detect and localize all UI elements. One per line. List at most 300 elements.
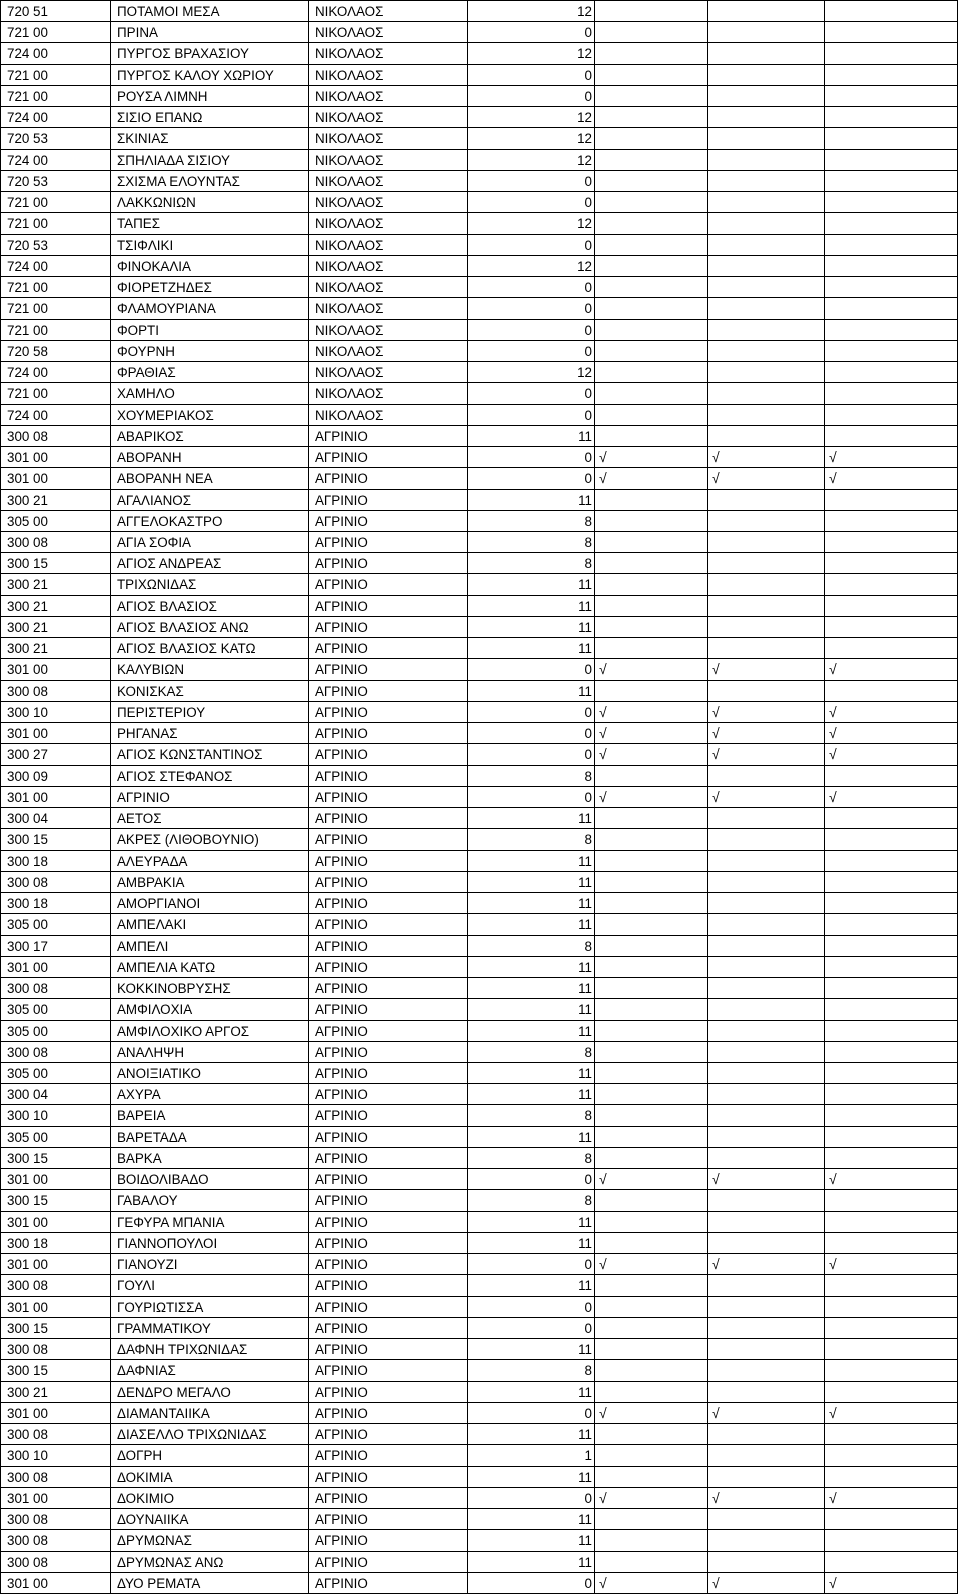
postal-code-cell: 300 08	[1, 1275, 111, 1297]
value-cell: 11	[468, 681, 595, 702]
check-cell-1	[595, 999, 708, 1021]
value-cell: 0	[468, 277, 595, 298]
locality-cell: ΑΜΦΙΛΟΧΙΚΟ ΑΡΓΟΣ	[111, 1021, 309, 1042]
locality-cell: ΑΜΠΕΛΑΚΙ	[111, 914, 309, 936]
table-row	[1, 1127, 958, 1148]
check-cell-3	[825, 1084, 958, 1105]
table-row	[1, 1063, 958, 1084]
check-cell-3	[825, 1509, 958, 1530]
area-cell: ΑΓΡΙΝΙΟ	[309, 638, 468, 659]
check-cell-3	[825, 86, 958, 107]
value-cell: 0	[468, 320, 595, 341]
table-row	[1, 447, 958, 468]
check-cell-1	[595, 362, 708, 383]
check-cell-1	[595, 128, 708, 150]
check-cell-2	[708, 150, 825, 171]
table-row	[1, 405, 958, 426]
value-cell: 12	[468, 150, 595, 171]
check-cell-3	[825, 1148, 958, 1169]
table-row	[1, 362, 958, 383]
postal-code-cell: 305 00	[1, 1021, 111, 1042]
check-cell-2	[708, 490, 825, 511]
check-cell-1: √	[595, 468, 708, 490]
locality-cell: ΠΥΡΓΟΣ ΒΡΑΧΑΣΙΟΥ	[111, 43, 309, 65]
postal-code-cell: 724 00	[1, 256, 111, 277]
postal-code-cell: 721 00	[1, 65, 111, 86]
postal-code-cell: 300 18	[1, 851, 111, 872]
locality-cell: ΣΙΣΙΟ ΕΠΑΝΩ	[111, 107, 309, 128]
area-cell: ΑΓΡΙΝΙΟ	[309, 1360, 468, 1382]
value-cell: 11	[468, 957, 595, 978]
area-cell: ΑΓΡΙΝΙΟ	[309, 1254, 468, 1275]
check-cell-1	[595, 978, 708, 999]
check-cell-1	[595, 1297, 708, 1318]
area-cell: ΑΓΡΙΝΙΟ	[309, 617, 468, 638]
check-cell-1	[595, 171, 708, 192]
check-cell-1	[595, 1530, 708, 1552]
table-row	[1, 978, 958, 999]
table-row	[1, 999, 958, 1021]
postal-code-cell: 300 08	[1, 426, 111, 447]
value-cell: 0	[468, 192, 595, 213]
value-cell: 11	[468, 1467, 595, 1488]
check-cell-3	[825, 999, 958, 1021]
area-cell: ΑΓΡΙΝΙΟ	[309, 1169, 468, 1190]
check-cell-2: √	[708, 787, 825, 808]
locality-cell: ΑΜΠΕΛΙ	[111, 936, 309, 957]
value-cell: 11	[468, 1509, 595, 1530]
check-cell-2	[708, 213, 825, 235]
locality-cell: ΦΙΟΡΕΤΖΗΔΕΣ	[111, 277, 309, 298]
table-row	[1, 957, 958, 978]
check-cell-2	[708, 914, 825, 936]
postal-code-cell: 721 00	[1, 86, 111, 107]
postal-code-cell: 720 53	[1, 128, 111, 150]
area-cell: ΑΓΡΙΝΙΟ	[309, 468, 468, 490]
value-cell: 8	[468, 553, 595, 574]
check-cell-1	[595, 914, 708, 936]
check-cell-3	[825, 128, 958, 150]
locality-cell: ΔΙΑΣΕΛΛΟ ΤΡΙΧΩΝΙΔΑΣ	[111, 1424, 309, 1445]
check-cell-3	[825, 681, 958, 702]
postal-code-cell: 305 00	[1, 914, 111, 936]
value-cell: 11	[468, 1339, 595, 1360]
table-row	[1, 128, 958, 150]
check-cell-1	[595, 596, 708, 617]
check-cell-2	[708, 957, 825, 978]
locality-cell: ΦΛΑΜΟΥΡΙΑΝΑ	[111, 298, 309, 320]
locality-cell: ΑΒΑΡΙΚΟΣ	[111, 426, 309, 447]
postal-code-cell: 721 00	[1, 192, 111, 213]
value-cell: 11	[468, 1233, 595, 1254]
check-cell-1	[595, 341, 708, 362]
area-cell: ΑΓΡΙΝΙΟ	[309, 723, 468, 744]
value-cell: 12	[468, 213, 595, 235]
area-cell: ΑΓΡΙΝΙΟ	[309, 574, 468, 596]
locality-cell: ΠΟΤΑΜΟΙ ΜΕΣΑ	[111, 1, 309, 22]
check-cell-2	[708, 1530, 825, 1552]
table-row	[1, 851, 958, 872]
check-cell-3	[825, 22, 958, 43]
table-row	[1, 171, 958, 192]
postal-code-cell: 300 08	[1, 1530, 111, 1552]
table-row	[1, 1382, 958, 1403]
check-cell-3	[825, 171, 958, 192]
locality-cell: ΑΓΙΟΣ ΣΤΕΦΑΝΟΣ	[111, 766, 309, 787]
check-cell-1	[595, 86, 708, 107]
postal-code-cell: 721 00	[1, 298, 111, 320]
check-cell-1: √	[595, 1169, 708, 1190]
area-cell: ΝΙΚΟΛΑΟΣ	[309, 43, 468, 65]
value-cell: 0	[468, 298, 595, 320]
postal-code-cell: 300 08	[1, 872, 111, 893]
check-cell-1	[595, 43, 708, 65]
locality-cell: ΤΣΙΦΛΙΚΙ	[111, 235, 309, 256]
locality-cell: ΑΓΡΙΝΙΟ	[111, 787, 309, 808]
postal-code-cell: 721 00	[1, 22, 111, 43]
locality-cell: ΑΜΠΕΛΙΑ ΚΑΤΩ	[111, 957, 309, 978]
locality-cell: ΓΙΑΝΟΥΖΙ	[111, 1254, 309, 1275]
check-cell-3	[825, 829, 958, 851]
value-cell: 11	[468, 426, 595, 447]
table-row	[1, 426, 958, 447]
check-cell-3	[825, 1382, 958, 1403]
table-row	[1, 1573, 958, 1594]
area-cell: ΑΓΡΙΝΙΟ	[309, 936, 468, 957]
check-cell-3	[825, 553, 958, 574]
value-cell: 11	[468, 1084, 595, 1105]
postal-code-cell: 301 00	[1, 468, 111, 490]
value-cell: 0	[468, 341, 595, 362]
check-cell-3	[825, 936, 958, 957]
locality-cell: ΔΙΑΜΑΝΤΑΙΙΚΑ	[111, 1403, 309, 1424]
table-row	[1, 277, 958, 298]
check-cell-1	[595, 1339, 708, 1360]
check-cell-1	[595, 405, 708, 426]
locality-cell: ΠΡΙΝΑ	[111, 22, 309, 43]
check-cell-2	[708, 1, 825, 22]
check-cell-3	[825, 1212, 958, 1233]
area-cell: ΝΙΚΟΛΑΟΣ	[309, 86, 468, 107]
value-cell: 12	[468, 362, 595, 383]
check-cell-3	[825, 1339, 958, 1360]
check-cell-1	[595, 1212, 708, 1233]
area-cell: ΝΙΚΟΛΑΟΣ	[309, 298, 468, 320]
locality-cell: ΑΓΙΟΣ ΒΛΑΣΙΟΣ	[111, 596, 309, 617]
locality-cell: ΑΒΟΡΑΝΗ	[111, 447, 309, 468]
value-cell: 0	[468, 447, 595, 468]
check-cell-1	[595, 553, 708, 574]
postal-code-cell: 301 00	[1, 1212, 111, 1233]
check-cell-1	[595, 1467, 708, 1488]
check-cell-2	[708, 107, 825, 128]
value-cell: 0	[468, 171, 595, 192]
postal-code-cell: 300 15	[1, 829, 111, 851]
value-cell: 12	[468, 256, 595, 277]
postal-code-cell: 301 00	[1, 659, 111, 681]
check-cell-3	[825, 1275, 958, 1297]
check-cell-2	[708, 617, 825, 638]
value-cell: 0	[468, 1169, 595, 1190]
postal-code-cell: 724 00	[1, 107, 111, 128]
area-cell: ΝΙΚΟΛΑΟΣ	[309, 341, 468, 362]
postal-code-cell: 300 18	[1, 893, 111, 914]
locality-cell: ΤΡΙΧΩΝΙΔΑΣ	[111, 574, 309, 596]
check-cell-3	[825, 320, 958, 341]
check-cell-2	[708, 511, 825, 532]
value-cell: 0	[468, 383, 595, 405]
check-cell-1: √	[595, 659, 708, 681]
check-cell-2: √	[708, 723, 825, 744]
area-cell: ΑΓΡΙΝΙΟ	[309, 1105, 468, 1127]
area-cell: ΝΙΚΟΛΑΟΣ	[309, 1, 468, 22]
check-cell-2: √	[708, 1573, 825, 1594]
postal-code-cell: 300 08	[1, 1424, 111, 1445]
check-cell-1	[595, 1127, 708, 1148]
locality-cell: ΑΓΙΑ ΣΟΦΙΑ	[111, 532, 309, 553]
check-cell-2: √	[708, 1169, 825, 1190]
table-row	[1, 213, 958, 235]
table-row	[1, 914, 958, 936]
table-row	[1, 1339, 958, 1360]
table-row	[1, 150, 958, 171]
area-cell: ΑΓΡΙΝΙΟ	[309, 532, 468, 553]
check-cell-2	[708, 320, 825, 341]
check-cell-3	[825, 1, 958, 22]
table-row	[1, 1488, 958, 1509]
locality-cell: ΔΟΓΡΗ	[111, 1445, 309, 1467]
table-row	[1, 1, 958, 22]
postal-code-cell: 300 08	[1, 681, 111, 702]
value-cell: 11	[468, 1275, 595, 1297]
check-cell-3	[825, 596, 958, 617]
table-row	[1, 787, 958, 808]
check-cell-1	[595, 1233, 708, 1254]
check-cell-1	[595, 277, 708, 298]
locality-cell: ΓΕΦΥΡΑ ΜΠΑΝΙΑ	[111, 1212, 309, 1233]
postal-code-cell: 300 21	[1, 574, 111, 596]
check-cell-3: √	[825, 702, 958, 723]
locality-cell: ΑΝΟΙΞΙΑΤΙΚΟ	[111, 1063, 309, 1084]
check-cell-2	[708, 829, 825, 851]
area-cell: ΑΓΡΙΝΙΟ	[309, 893, 468, 914]
check-cell-3	[825, 362, 958, 383]
value-cell: 11	[468, 1382, 595, 1403]
table-row	[1, 1042, 958, 1063]
postal-code-cell: 724 00	[1, 43, 111, 65]
value-cell: 0	[468, 22, 595, 43]
postal-code-cell: 300 15	[1, 1190, 111, 1212]
check-cell-3	[825, 1360, 958, 1382]
area-cell: ΑΓΡΙΝΙΟ	[309, 978, 468, 999]
locality-cell: ΧΟΥΜΕΡΙΑΚΟΣ	[111, 405, 309, 426]
check-cell-2: √	[708, 1488, 825, 1509]
check-cell-3	[825, 808, 958, 829]
locality-cell: ΦΡΑΘΙΑΣ	[111, 362, 309, 383]
locality-cell: ΚΟΚΚΙΝΟΒΡΥΣΗΣ	[111, 978, 309, 999]
table-row	[1, 1552, 958, 1573]
check-cell-3	[825, 405, 958, 426]
check-cell-1: √	[595, 1403, 708, 1424]
locality-cell: ΣΚΙΝΙΑΣ	[111, 128, 309, 150]
check-cell-1	[595, 256, 708, 277]
table-row	[1, 659, 958, 681]
check-cell-1	[595, 1509, 708, 1530]
postal-code-cell: 301 00	[1, 1254, 111, 1275]
value-cell: 0	[468, 723, 595, 744]
check-cell-1	[595, 617, 708, 638]
locality-cell: ΑΓΑΛΙΑΝΟΣ	[111, 490, 309, 511]
locality-cell: ΑΜΦΙΛΟΧΙΑ	[111, 999, 309, 1021]
check-cell-2	[708, 893, 825, 914]
table-row	[1, 1509, 958, 1530]
postal-code-cell: 300 21	[1, 638, 111, 659]
table-row	[1, 681, 958, 702]
postal-code-cell: 300 21	[1, 1382, 111, 1403]
area-cell: ΑΓΡΙΝΙΟ	[309, 1467, 468, 1488]
table-row	[1, 490, 958, 511]
check-cell-3	[825, 978, 958, 999]
area-cell: ΑΓΡΙΝΙΟ	[309, 787, 468, 808]
check-cell-1	[595, 22, 708, 43]
check-cell-3	[825, 341, 958, 362]
check-cell-3	[825, 851, 958, 872]
table-row	[1, 766, 958, 787]
check-cell-1	[595, 1445, 708, 1467]
value-cell: 11	[468, 914, 595, 936]
locality-cell: ΓΙΑΝΝΟΠΟΥΛΟΙ	[111, 1233, 309, 1254]
value-cell: 11	[468, 1530, 595, 1552]
value-cell: 0	[468, 659, 595, 681]
check-cell-2	[708, 1360, 825, 1382]
locality-cell: ΔΟΚΙΜΙΑ	[111, 1467, 309, 1488]
check-cell-2	[708, 574, 825, 596]
check-cell-2	[708, 808, 825, 829]
postal-code-cell: 301 00	[1, 1403, 111, 1424]
check-cell-2	[708, 171, 825, 192]
value-cell: 12	[468, 107, 595, 128]
locality-cell: ΦΟΡΤΙ	[111, 320, 309, 341]
postal-code-cell: 301 00	[1, 787, 111, 808]
postal-code-cell: 300 17	[1, 936, 111, 957]
value-cell: 1	[468, 1445, 595, 1467]
table-row	[1, 511, 958, 532]
locality-cell: ΔΥΟ ΡΕΜΑΤΑ	[111, 1573, 309, 1594]
table-row	[1, 107, 958, 128]
area-cell: ΑΓΡΙΝΙΟ	[309, 1148, 468, 1169]
area-cell: ΝΙΚΟΛΑΟΣ	[309, 22, 468, 43]
locality-cell: ΦΙΝΟΚΑΛΙΑ	[111, 256, 309, 277]
check-cell-2	[708, 1042, 825, 1063]
check-cell-2	[708, 978, 825, 999]
area-cell: ΑΓΡΙΝΙΟ	[309, 1552, 468, 1573]
area-cell: ΑΓΡΙΝΙΟ	[309, 1297, 468, 1318]
postal-code-cell: 300 08	[1, 532, 111, 553]
check-cell-2: √	[708, 1403, 825, 1424]
check-cell-3: √	[825, 1254, 958, 1275]
area-cell: ΝΙΚΟΛΑΟΣ	[309, 235, 468, 256]
table-row	[1, 192, 958, 213]
value-cell: 11	[468, 808, 595, 829]
value-cell: 11	[468, 999, 595, 1021]
postal-code-cell: 720 58	[1, 341, 111, 362]
postal-code-cell: 721 00	[1, 213, 111, 235]
check-cell-2	[708, 999, 825, 1021]
locality-cell: ΓΑΒΑΛΟΥ	[111, 1190, 309, 1212]
postal-code-cell: 305 00	[1, 1063, 111, 1084]
table-row	[1, 574, 958, 596]
table-body	[1, 1, 958, 1594]
postal-code-cell: 301 00	[1, 1573, 111, 1594]
value-cell: 11	[468, 1424, 595, 1445]
area-cell: ΝΙΚΟΛΑΟΣ	[309, 320, 468, 341]
check-cell-1	[595, 107, 708, 128]
table-row	[1, 298, 958, 320]
postal-code-cell: 305 00	[1, 999, 111, 1021]
check-cell-3	[825, 532, 958, 553]
check-cell-3	[825, 490, 958, 511]
check-cell-3	[825, 766, 958, 787]
check-cell-3: √	[825, 744, 958, 766]
check-cell-1	[595, 150, 708, 171]
locality-cell: ΔΟΥΝΑΙΙΚΑ	[111, 1509, 309, 1530]
value-cell: 0	[468, 1573, 595, 1594]
check-cell-2	[708, 1339, 825, 1360]
check-cell-2: √	[708, 744, 825, 766]
locality-cell: ΒΑΡΕΤΑΔΑ	[111, 1127, 309, 1148]
locality-cell: ΧΑΜΗΛΟ	[111, 383, 309, 405]
postal-code-cell: 721 00	[1, 320, 111, 341]
value-cell: 11	[468, 596, 595, 617]
area-cell: ΑΓΡΙΝΙΟ	[309, 744, 468, 766]
table-row	[1, 829, 958, 851]
check-cell-2	[708, 1148, 825, 1169]
postal-code-cell: 721 00	[1, 277, 111, 298]
check-cell-2	[708, 235, 825, 256]
table-row	[1, 1021, 958, 1042]
area-cell: ΑΓΡΙΝΙΟ	[309, 1190, 468, 1212]
postal-code-cell: 300 10	[1, 1445, 111, 1467]
check-cell-3	[825, 1190, 958, 1212]
check-cell-3: √	[825, 447, 958, 468]
locality-cell: ΑΓΙΟΣ ΚΩΝΣΤΑΝΤΙΝΟΣ	[111, 744, 309, 766]
area-cell: ΑΓΡΙΝΙΟ	[309, 1318, 468, 1339]
check-cell-1	[595, 235, 708, 256]
table-row	[1, 1105, 958, 1127]
table-row	[1, 1318, 958, 1339]
check-cell-1	[595, 1063, 708, 1084]
area-cell: ΑΓΡΙΝΙΟ	[309, 681, 468, 702]
check-cell-2	[708, 1021, 825, 1042]
locality-cell: ΔΡΥΜΩΝΑΣ	[111, 1530, 309, 1552]
check-cell-3	[825, 617, 958, 638]
area-cell: ΑΓΡΙΝΙΟ	[309, 1573, 468, 1594]
value-cell: 11	[468, 617, 595, 638]
check-cell-3: √	[825, 1169, 958, 1190]
check-cell-2	[708, 1063, 825, 1084]
area-cell: ΑΓΡΙΝΙΟ	[309, 1382, 468, 1403]
check-cell-2	[708, 1275, 825, 1297]
area-cell: ΝΙΚΟΛΑΟΣ	[309, 65, 468, 86]
check-cell-3	[825, 893, 958, 914]
check-cell-2	[708, 1190, 825, 1212]
check-cell-3	[825, 1021, 958, 1042]
value-cell: 0	[468, 1297, 595, 1318]
locality-cell: ΚΑΛΥΒΙΩΝ	[111, 659, 309, 681]
area-cell: ΑΓΡΙΝΙΟ	[309, 999, 468, 1021]
table-row	[1, 553, 958, 574]
check-cell-1	[595, 298, 708, 320]
